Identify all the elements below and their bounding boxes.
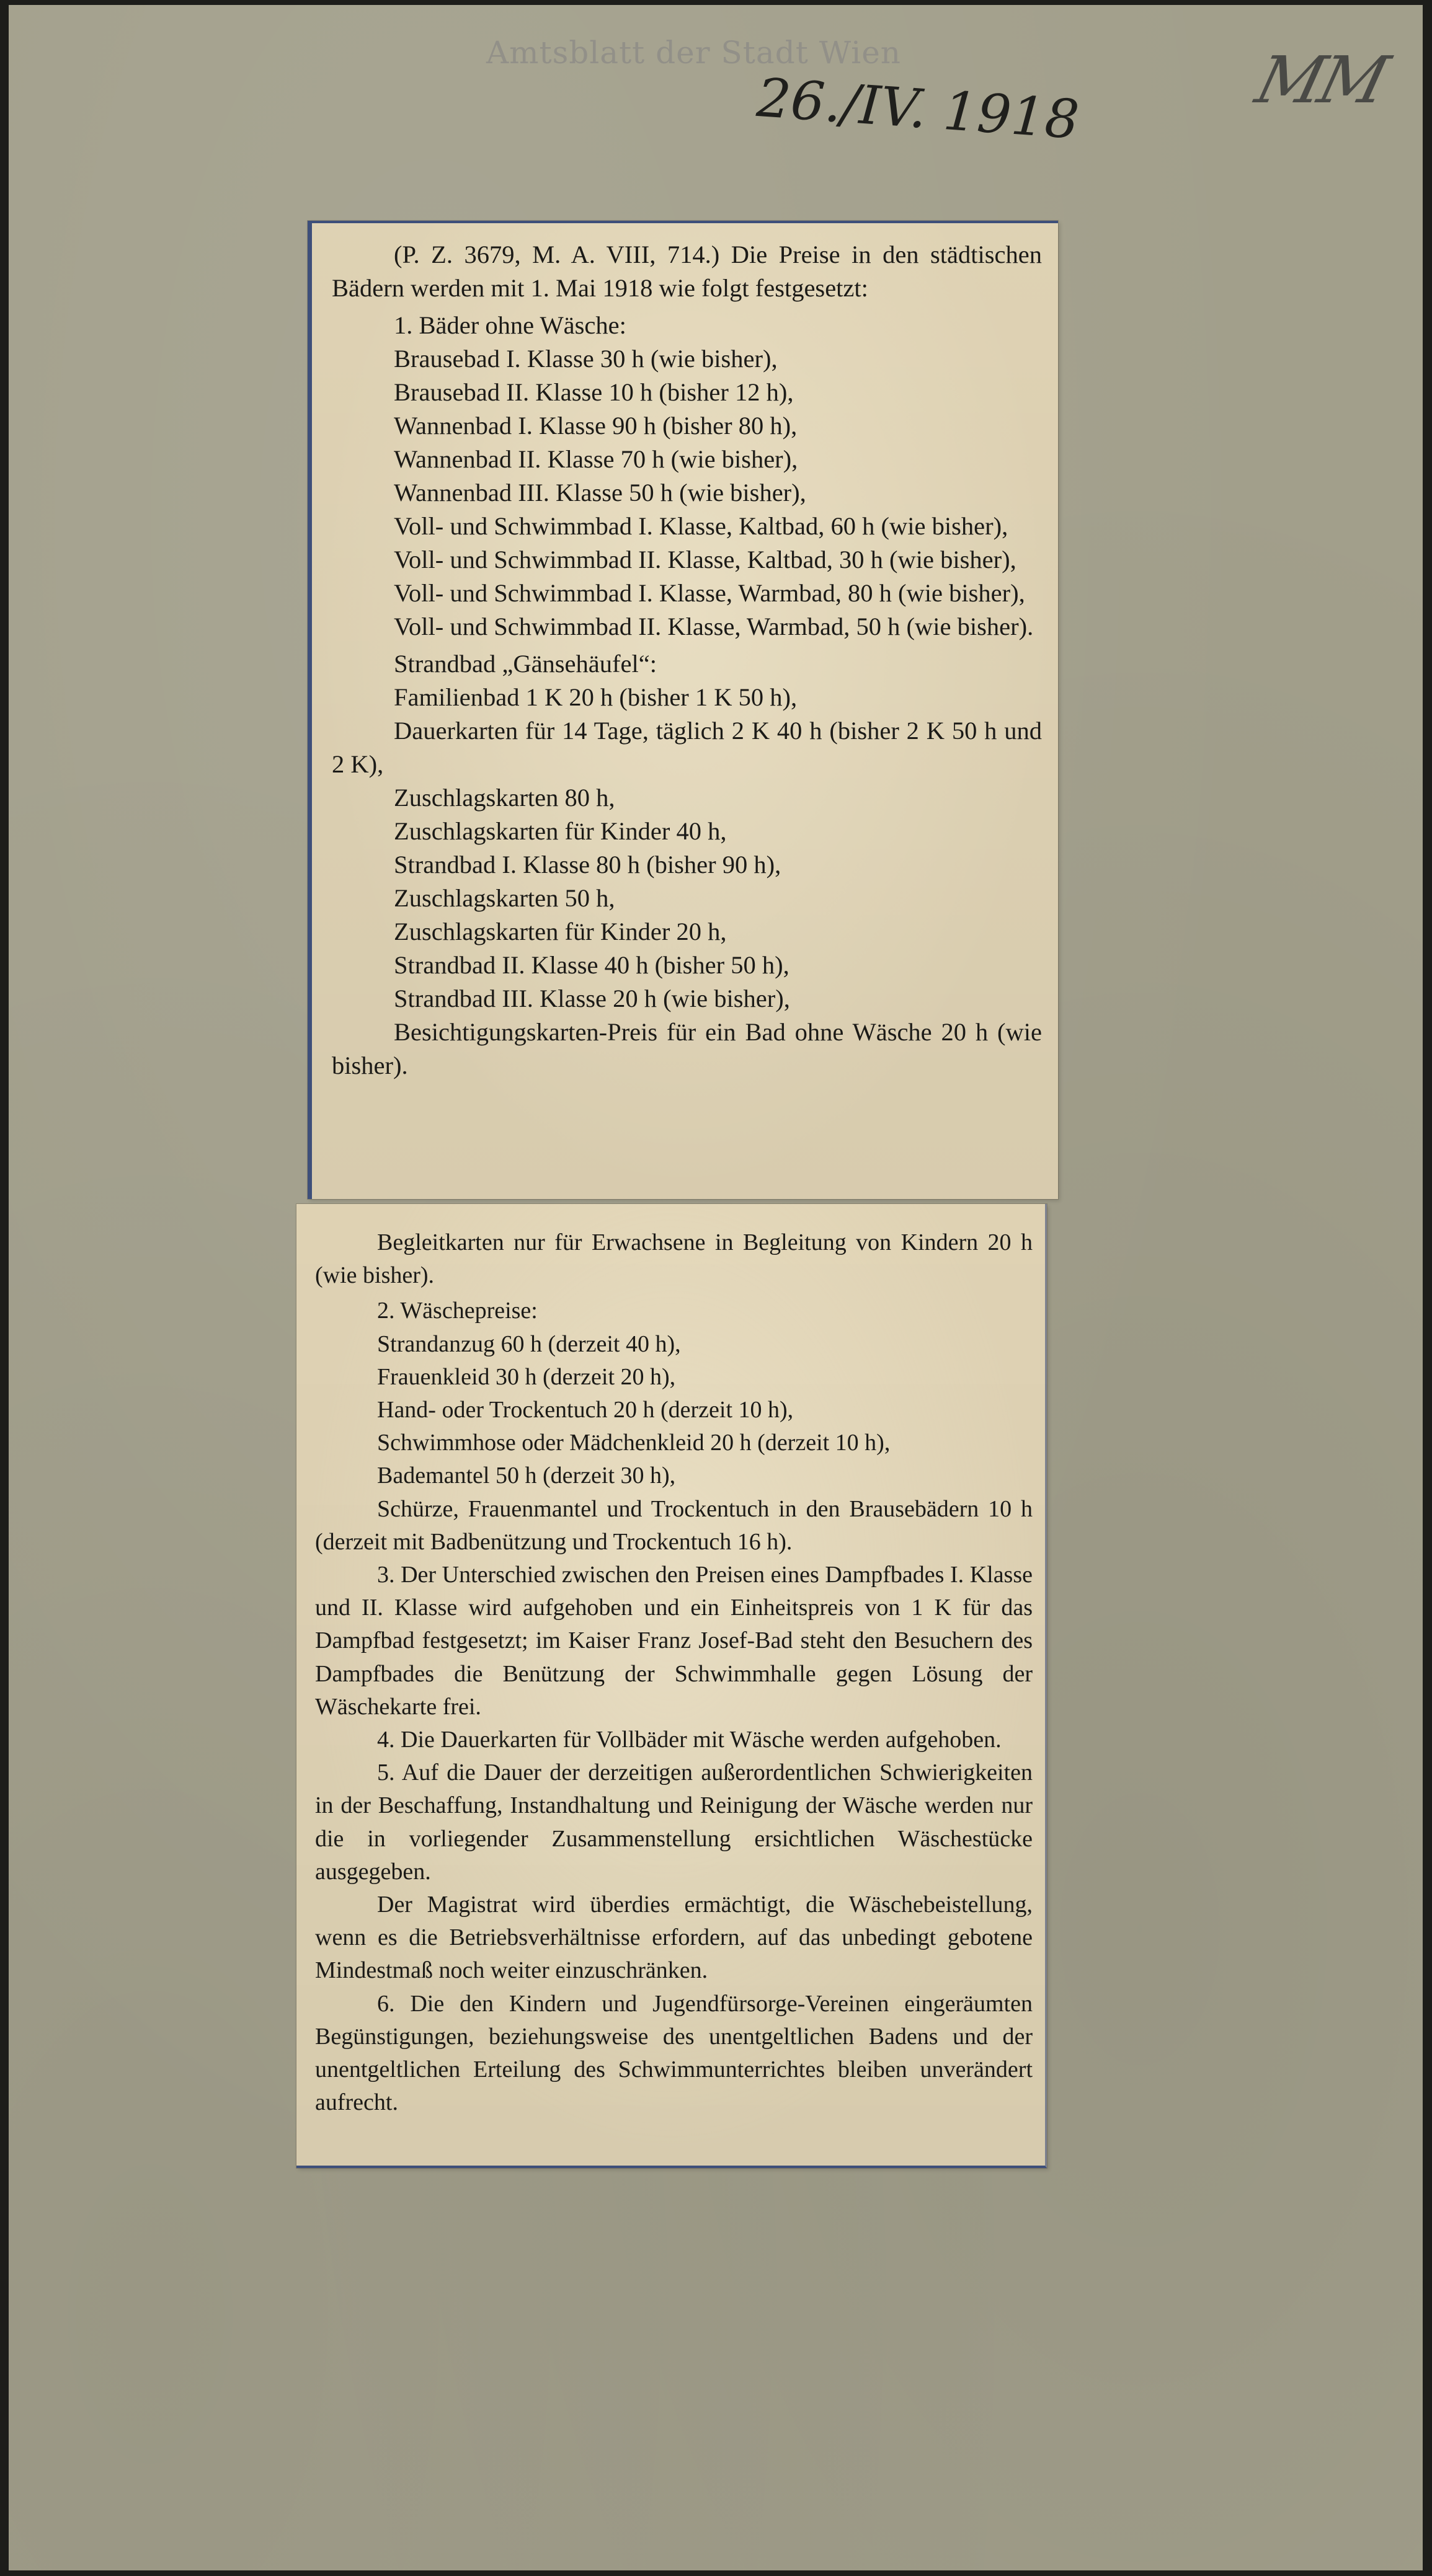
magistrat-paragraph: Der Magistrat wird überdies ermächtigt, die Wäschebeistellung, wenn es die Betriebsverhältnisse erfordern, auf das unbedingt gebotene Mindestmaß noch weiter einzuschränken.	[315, 1892, 1033, 1984]
section2-heading: 2. Wäschepreise:	[377, 1298, 538, 1324]
strandbad-item: Zuschlagskarten für Kinder 20 h,	[394, 918, 727, 945]
laundry-item: Hand- oder Trockentuch 20 h (derzeit 10 h),	[377, 1397, 794, 1423]
strandbad-item: Familienbad 1 K 20 h (bisher 1 K 50 h),	[394, 683, 798, 711]
strandbad-item: Strandbad II. Klasse 40 h (bisher 50 h),	[394, 951, 789, 979]
newspaper-stamp: Amtsblatt der Stadt Wien	[486, 35, 901, 71]
point-4-paragraph: 4. Die Dauerkarten für Vollbäder mit Wäsche werden aufgehoben.	[377, 1727, 1002, 1753]
clipping-top	[308, 221, 1058, 1199]
bath-item: Wannenbad III. Klasse 50 h (wie bisher),	[394, 479, 806, 507]
laundry-item: Bademantel 50 h (derzeit 30 h),	[377, 1463, 676, 1489]
point-3-paragraph: 3. Der Unterschied zwischen den Preisen eines Dampfbades I. Klasse und II. Klasse wird aufgehoben und ein Einheitspreis von 1 K für das Dampfbad festgesetzt; im Kaiser Franz Josef-Bad steht den Besuchern des Dampfbades die Benützung der Schwimmhalle gegen Lösung der Wäschekarte frei.	[315, 1562, 1033, 1720]
strandbad-item: Dauerkarten für 14 Tage, täglich 2 K 40 h (bisher 2 K 50 h und 2 K),	[332, 717, 1042, 778]
point-5-paragraph: 5. Auf die Dauer der derzeitigen außerordentlichen Schwierigkeiten in der Beschaffung, Instandhaltung und Reinigung der Wäsche werden nur die in vorliegender Zusammenstellung ersichtlichen Wäschestücke ausgegeben.	[315, 1759, 1033, 1885]
strandbad-item: Strandbad I. Klasse 80 h (bisher 90 h),	[394, 851, 781, 879]
intro-paragraph: (P. Z. 3679, M. A. VIII, 714.) Die Preise in den städtischen Bädern werden mit 1. Mai 1918 wie folgt festgesetzt:	[332, 241, 1042, 302]
section1-heading: 1. Bäder ohne Wäsche:	[394, 311, 626, 339]
apron-paragraph: Schürze, Frauenmantel und Trockentuch in den Brausebädern 10 h (derzeit mit Badbenützung und Trockentuch 16 h).	[315, 1495, 1033, 1555]
pool-item: Voll- und Schwimmbad I. Klasse, Warmbad, 80 h (wie bisher),	[394, 579, 1025, 607]
bath-item: Brausebad I. Klasse 30 h (wie bisher),	[394, 345, 778, 373]
laundry-item: Schwimmhose oder Mädchenkleid 20 h (derzeit 10 h),	[377, 1430, 891, 1456]
bath-item: Brausebad II. Klasse 10 h (bisher 12 h),	[394, 378, 794, 406]
handwritten-initials: MM	[1248, 42, 1393, 118]
laundry-item: Strandanzug 60 h (derzeit 40 h),	[377, 1330, 681, 1357]
strandbad-heading: Strandbad „Gänsehäufel“:	[394, 650, 657, 678]
laundry-item: Frauenkleid 30 h (derzeit 20 h),	[377, 1363, 676, 1390]
strandbad-item: Zuschlagskarten 80 h,	[394, 784, 615, 812]
strandbad-item: Strandbad III. Klasse 20 h (wie bisher),	[394, 985, 790, 1012]
strandbad-item: Zuschlagskarten für Kinder 40 h,	[394, 817, 727, 845]
pool-item: Voll- und Schwimmbad II. Klasse, Warmbad, 50 h (wie bisher).	[394, 613, 1034, 640]
bath-item: Wannenbad II. Klasse 70 h (wie bisher),	[394, 445, 798, 473]
companion-ticket-paragraph: Begleitkarten nur für Erwachsene in Begleitung von Kindern 20 h (wie bisher).	[315, 1229, 1033, 1289]
strandbad-item: Zuschlagskarten 50 h,	[394, 884, 615, 912]
pool-item: Voll- und Schwimmbad I. Klasse, Kaltbad, 60 h (wie bisher),	[394, 512, 1008, 540]
strandbad-item: Besichtigungskarten-Preis für ein Bad ohne Wäsche 20 h (wie bisher).	[332, 1018, 1042, 1079]
point-6-paragraph: 6. Die den Kindern und Jugendfürsorge-Vereinen eingeräumten Begünstigungen, beziehungsweise des unentgeltlichen Badens und der unentgeltlichen Erteilung des Schwimmunterrichtes bleiben unverändert aufrecht.	[315, 1990, 1033, 2116]
clipping-bottom	[296, 1204, 1047, 2168]
pool-item: Voll- und Schwimmbad II. Klasse, Kaltbad, 30 h (wie bisher),	[394, 546, 1016, 573]
bath-item: Wannenbad I. Klasse 90 h (bisher 80 h),	[394, 412, 798, 440]
handwritten-date: 26./IV. 1918	[755, 67, 1082, 152]
